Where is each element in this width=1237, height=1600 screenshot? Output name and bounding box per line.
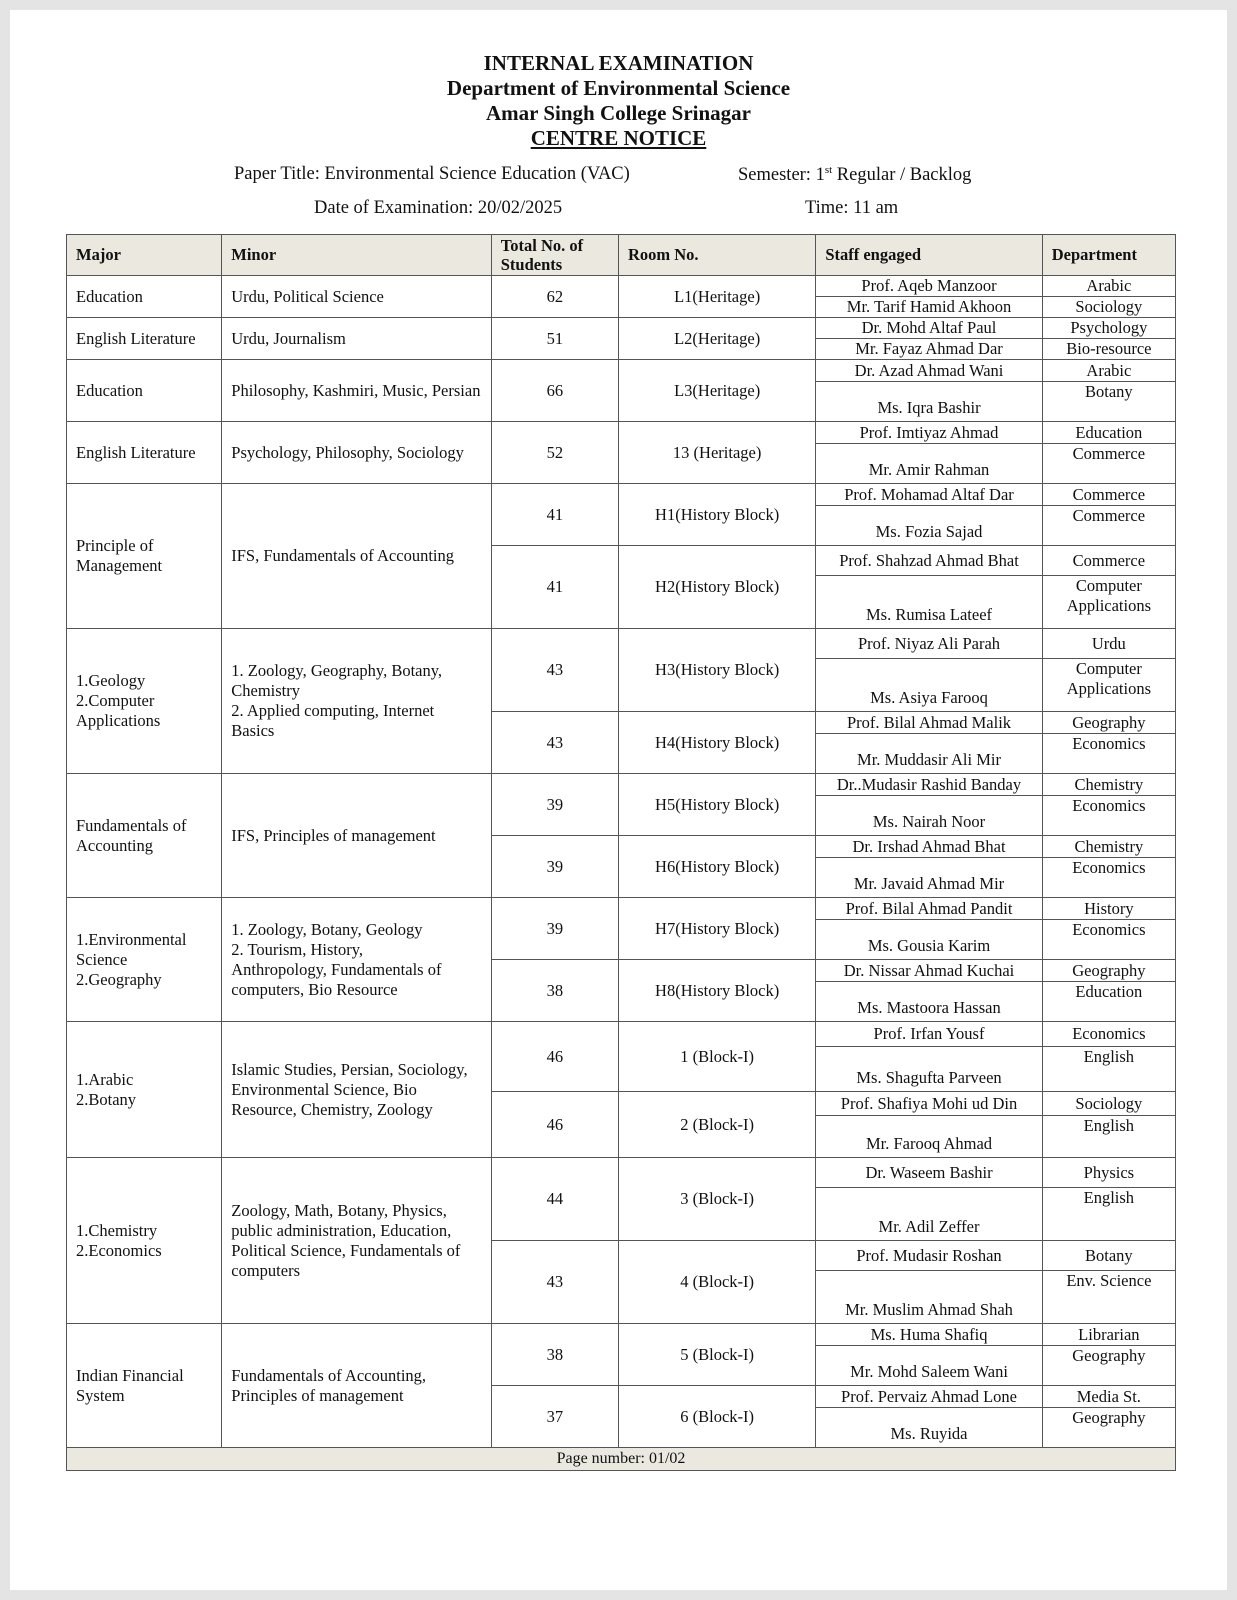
major-line: 1.Geology [76,671,146,690]
department-cell: Librarian [1042,1324,1175,1346]
department-cell: Economics [1042,1022,1175,1047]
staff-cell: Prof. Imtiyaz Ahmad [816,422,1042,444]
department-cell: Bio-resource [1042,339,1175,360]
notice-title: CENTRE NOTICE [530,126,707,150]
students-cell: 46 [491,1022,618,1092]
staff-cell: Ms. Huma Shafiq [816,1324,1042,1346]
department-cell: Sociology [1042,297,1175,318]
department-cell: Geography [1042,1346,1175,1386]
col-minor: Minor [222,235,491,276]
department-cell: English [1042,1047,1175,1092]
major-line: 2.Computer [76,691,155,710]
exam-title: INTERNAL EXAMINATION [483,51,754,75]
staff-cell: Mr. Fayaz Ahmad Dar [816,339,1042,360]
department-cell: Computer Applications [1042,576,1175,629]
students-cell: 39 [491,898,618,960]
students-cell: 66 [491,360,618,422]
minor-line: 1. Zoology, Geography, Botany, [231,661,443,680]
staff-cell: Dr. Mohd Altaf Paul [816,318,1042,339]
minor-cell: Philosophy, Kashmiri, Music, Persian [222,360,491,422]
room-cell: L3(Heritage) [618,360,815,422]
minor-cell [222,629,491,774]
room-cell: H4(History Block) [618,712,815,774]
table-row [67,774,1176,796]
major-cell: English Literature [67,422,222,484]
department-cell: Arabic [1042,276,1175,297]
students-cell: 38 [491,1324,618,1386]
staff-cell: Ms. Nairah Noor [816,796,1042,836]
students-cell: 51 [491,318,618,360]
table-row [67,629,1176,659]
staff-cell: Prof. Irfan Yousf [816,1022,1042,1047]
minor-line: Chemistry [231,681,301,700]
semester-sup: st [824,164,833,176]
staff-cell: Ms. Ruyida [816,1408,1042,1448]
staff-cell: Mr. Amir Rahman [816,444,1042,484]
staff-cell: Prof. Niyaz Ali Parah [816,629,1042,659]
table-row [67,484,1176,506]
staff-cell: Mr. Mohd Saleem Wani [816,1346,1042,1386]
staff-cell: Prof. Shafiya Mohi ud Din [816,1092,1042,1116]
staff-cell: Mr. Muslim Ahmad Shah [816,1271,1042,1324]
room-cell: 3 (Block-I) [618,1158,815,1241]
staff-cell: Mr. Tarif Hamid Akhoon [816,297,1042,318]
room-cell: 2 (Block-I) [618,1092,815,1158]
col-major: Major [67,235,222,276]
staff-cell: Prof. Bilal Ahmad Malik [816,712,1042,734]
students-cell: 37 [491,1386,618,1448]
department-cell: Urdu [1042,629,1175,659]
page-number: Page number: 01/02 [67,1448,1176,1471]
major-line: 1.Chemistry [76,1220,158,1240]
department-cell: English [1042,1116,1175,1158]
major-line: 2.Economics [76,1240,162,1260]
room-cell: H8(History Block) [618,960,815,1022]
major-cell: Fundamentals of Accounting [67,774,222,898]
staff-cell: Mr. Javaid Ahmad Mir [816,858,1042,898]
department-cell: Computer Applications [1042,659,1175,712]
staff-cell: Prof. Aqeb Manzoor [816,276,1042,297]
students-cell: 43 [491,712,618,774]
table-row [67,898,1176,920]
staff-cell: Prof. Mudasir Roshan [816,1241,1042,1271]
department-cell: Physics [1042,1158,1175,1188]
minor-line: Basics [231,721,275,740]
staff-cell: Mr. Farooq Ahmad [816,1116,1042,1158]
col-room: Room No. [618,235,815,276]
semester-suffix: Regular / Backlog [832,165,972,186]
students-cell: 43 [491,1241,618,1324]
major-line: 1.Environmental [76,929,187,949]
major-line: 2.Botany [76,1089,137,1109]
header-row [67,235,1176,276]
major-cell: Principle of Management [67,484,222,629]
major-cell [67,629,222,774]
minor-line: 2. Tourism, History, [231,939,364,959]
department-cell: Env. Science [1042,1271,1175,1324]
department-cell: Sociology [1042,1092,1175,1116]
department-cell: Geography [1042,960,1175,982]
staff-cell: Ms. Asiya Farooq [816,659,1042,712]
room-cell: 6 (Block-I) [618,1386,815,1448]
major-line: Applications [76,711,161,730]
staff-cell: Mr. Muddasir Ali Mir [816,734,1042,774]
department-cell: Commerce [1042,506,1175,546]
staff-cell: Dr. Waseem Bashir [816,1158,1042,1188]
department-cell: Economics [1042,858,1175,898]
staff-cell: Mr. Adil Zeffer [816,1188,1042,1241]
room-cell: L2(Heritage) [618,318,815,360]
exam-date: Date of Examination: 20/02/2025 [314,198,563,218]
department-cell: Economics [1042,796,1175,836]
minor-cell: Zoology, Math, Botany, Physics, public administration, Education, Political Science, Fundamentals of computers [222,1158,491,1324]
department-cell: Commerce [1042,444,1175,484]
major-cell: Education [67,360,222,422]
col-department: Department [1042,235,1175,276]
major-cell: Indian Financial System [67,1324,222,1448]
department-cell: Botany [1042,382,1175,422]
room-cell: H7(History Block) [618,898,815,960]
table-row [67,1324,1176,1346]
department-cell: English [1042,1188,1175,1241]
students-cell: 52 [491,422,618,484]
table-row [67,1158,1176,1188]
minor-cell [222,898,491,1022]
notice-page [10,10,1227,1590]
minor-cell: Fundamentals of Accounting, Principles of management [222,1324,491,1448]
minor-cell: Urdu, Journalism [222,318,491,360]
table-row [67,360,1176,382]
major-cell: Education [67,276,222,318]
staff-cell: Prof. Pervaiz Ahmad Lone [816,1386,1042,1408]
students-cell: 39 [491,836,618,898]
room-cell: 13 (Heritage) [618,422,815,484]
table-row [67,318,1176,339]
col-staff: Staff engaged [816,235,1042,276]
room-cell: H5(History Block) [618,774,815,836]
staff-cell: Ms. Iqra Bashir [816,382,1042,422]
major-cell [67,898,222,1022]
room-cell: H2(History Block) [618,546,815,629]
students-cell: 46 [491,1092,618,1158]
major-line: Science [76,949,128,969]
staff-cell: Ms. Fozia Sajad [816,506,1042,546]
room-cell: 5 (Block-I) [618,1324,815,1386]
room-cell: 1 (Block-I) [618,1022,815,1092]
students-cell: 41 [491,546,618,629]
department-cell: Economics [1042,734,1175,774]
students-cell: 41 [491,484,618,546]
staff-cell: Prof. Shahzad Ahmad Bhat [816,546,1042,576]
department-cell: Chemistry [1042,836,1175,858]
minor-line: 1. Zoology, Botany, Geology [231,919,423,939]
major-line: 1.Arabic [76,1069,134,1089]
minor-cell: Urdu, Political Science [222,276,491,318]
staff-cell: Dr. Irshad Ahmad Bhat [816,836,1042,858]
department-cell: Botany [1042,1241,1175,1271]
college-title: Amar Singh College Srinagar [485,101,752,125]
room-cell: H3(History Block) [618,629,815,712]
students-cell: 44 [491,1158,618,1241]
semester [738,164,971,186]
exam-time: Time: 11 am [805,198,899,218]
staff-cell: Dr..Mudasir Rashid Banday [816,774,1042,796]
department-cell: Education [1042,982,1175,1022]
department-cell: Geography [1042,712,1175,734]
minor-line: 2. Applied computing, Internet [231,701,435,720]
col-students: Total No. of Students [491,235,618,276]
department-cell: Commerce [1042,546,1175,576]
room-cell: H6(History Block) [618,836,815,898]
staff-cell: Ms. Gousia Karim [816,920,1042,960]
department-cell: Commerce [1042,484,1175,506]
staff-cell: Dr. Nissar Ahmad Kuchai [816,960,1042,982]
staff-cell: Ms. Rumisa Lateef [816,576,1042,629]
centre-table [66,234,1176,1471]
students-cell: 43 [491,629,618,712]
minor-cell: IFS, Fundamentals of Accounting [222,484,491,629]
department-cell: Psychology [1042,318,1175,339]
major-cell [67,1158,222,1324]
students-cell: 62 [491,276,618,318]
department-cell: Education [1042,422,1175,444]
major-cell: English Literature [67,318,222,360]
department-cell: Chemistry [1042,774,1175,796]
minor-line: Anthropology, Fundamentals of [231,959,442,979]
table-row [67,422,1176,444]
table-row [67,276,1176,297]
major-line: 2.Geography [76,969,162,989]
students-cell: 39 [491,774,618,836]
staff-cell: Dr. Azad Ahmad Wani [816,360,1042,382]
department-title: Department of Environmental Science [446,76,791,100]
staff-cell: Ms. Shagufta Parveen [816,1047,1042,1092]
department-cell: Geography [1042,1408,1175,1448]
staff-cell: Ms. Mastoora Hassan [816,982,1042,1022]
room-cell: 4 (Block-I) [618,1241,815,1324]
department-cell: Arabic [1042,360,1175,382]
minor-cell: Psychology, Philosophy, Sociology [222,422,491,484]
table-row [67,1022,1176,1047]
major-cell [67,1022,222,1158]
room-cell: H1(History Block) [618,484,815,546]
department-cell: Media St. [1042,1386,1175,1408]
minor-cell: IFS, Principles of management [222,774,491,898]
students-cell: 38 [491,960,618,1022]
semester-prefix: Semester: 1 [738,165,825,186]
staff-cell: Prof. Bilal Ahmad Pandit [816,898,1042,920]
minor-cell: Islamic Studies, Persian, Sociology, Environmental Science, Bio Resource, Chemistry, Zoology [222,1022,491,1158]
paper-title: Paper Title: Environmental Science Education (VAC) [234,164,630,184]
department-cell: Economics [1042,920,1175,960]
staff-cell: Prof. Mohamad Altaf Dar [816,484,1042,506]
department-cell: History [1042,898,1175,920]
room-cell: L1(Heritage) [618,276,815,318]
minor-line: computers, Bio Resource [231,979,398,999]
